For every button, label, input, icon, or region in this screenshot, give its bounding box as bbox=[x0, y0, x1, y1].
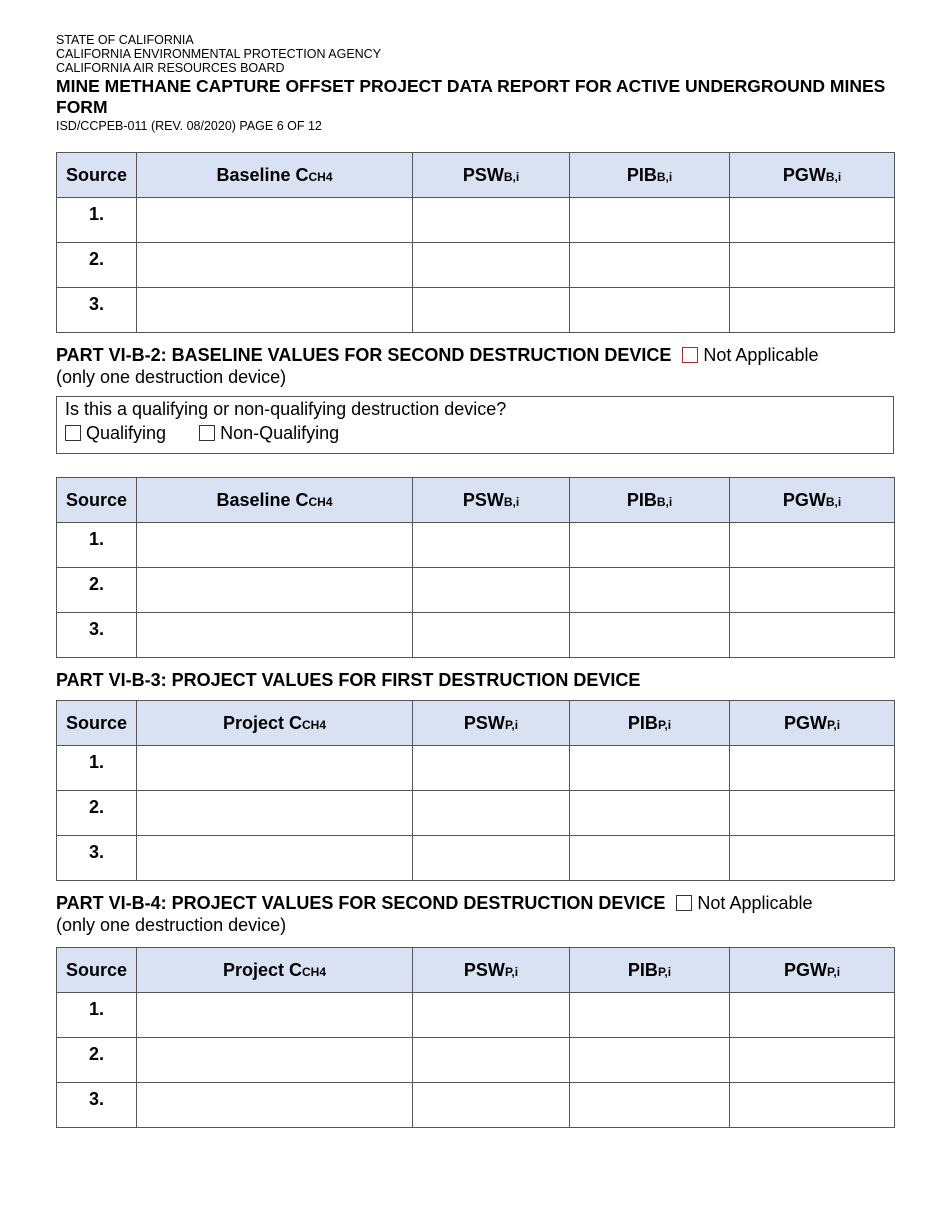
psw-cell[interactable] bbox=[413, 198, 570, 243]
agency-line-calepa: CALIFORNIA ENVIRONMENTAL PROTECTION AGENCY bbox=[56, 47, 382, 61]
row-number: 1. bbox=[57, 746, 137, 791]
qualifying-label: Qualifying bbox=[86, 423, 167, 443]
pib-cell[interactable] bbox=[570, 568, 730, 613]
row-number: 3. bbox=[57, 288, 137, 333]
col-pib: PIBP,i bbox=[570, 948, 730, 993]
table-row bbox=[57, 243, 895, 288]
not-applicable-label: Not Applicable bbox=[697, 893, 813, 913]
not-applicable-label: Not Applicable bbox=[703, 345, 819, 365]
col-pgw: PGWP,i bbox=[730, 701, 895, 746]
table-row bbox=[57, 791, 895, 836]
pib-cell[interactable] bbox=[570, 198, 730, 243]
pib-cell[interactable] bbox=[570, 288, 730, 333]
row-number: 3. bbox=[57, 1083, 137, 1128]
table-row bbox=[57, 1083, 895, 1128]
project-cch4-cell[interactable] bbox=[137, 1083, 413, 1128]
col-pib: PIBB,i bbox=[570, 478, 730, 523]
col-source: Source bbox=[57, 948, 137, 993]
part-title: PART VI-B-4: PROJECT VALUES FOR SECOND DESTRUCTION DEVICE bbox=[56, 893, 666, 913]
table-project-second bbox=[56, 947, 895, 1128]
project-cch4-cell[interactable] bbox=[137, 1038, 413, 1083]
col-pib: PIBB,i bbox=[570, 153, 730, 198]
part-vi-b-3-heading bbox=[56, 669, 896, 691]
psw-cell[interactable] bbox=[413, 568, 570, 613]
psw-cell[interactable] bbox=[413, 523, 570, 568]
psw-cell[interactable] bbox=[413, 791, 570, 836]
row-number: 2. bbox=[57, 1038, 137, 1083]
row-number: 3. bbox=[57, 836, 137, 881]
pgw-cell[interactable] bbox=[730, 836, 895, 881]
non-qualifying-label: Non-Qualifying bbox=[220, 423, 340, 443]
row-number: 1. bbox=[57, 993, 137, 1038]
col-psw: PSWB,i bbox=[413, 478, 570, 523]
table-row bbox=[57, 836, 895, 881]
col-source: Source bbox=[57, 478, 137, 523]
psw-cell[interactable] bbox=[413, 993, 570, 1038]
baseline-cch4-cell[interactable] bbox=[137, 523, 413, 568]
pgw-cell[interactable] bbox=[730, 993, 895, 1038]
qualifying-checkbox[interactable] bbox=[65, 425, 81, 441]
pgw-cell[interactable] bbox=[730, 746, 895, 791]
baseline-cch4-cell[interactable] bbox=[137, 613, 413, 658]
form-header bbox=[56, 33, 896, 134]
agency-line-carb: CALIFORNIA AIR RESOURCES BOARD bbox=[56, 61, 285, 75]
pgw-cell[interactable] bbox=[730, 1083, 895, 1128]
pgw-cell[interactable] bbox=[730, 613, 895, 658]
row-number: 2. bbox=[57, 243, 137, 288]
pib-cell[interactable] bbox=[570, 613, 730, 658]
psw-cell[interactable] bbox=[413, 288, 570, 333]
project-cch4-cell[interactable] bbox=[137, 993, 413, 1038]
table-row bbox=[57, 746, 895, 791]
col-concentration: Project CCH4 bbox=[137, 948, 413, 993]
table-row bbox=[57, 288, 895, 333]
psw-cell[interactable] bbox=[413, 613, 570, 658]
psw-cell[interactable] bbox=[413, 1038, 570, 1083]
pgw-cell[interactable] bbox=[730, 288, 895, 333]
baseline-cch4-cell[interactable] bbox=[137, 288, 413, 333]
col-concentration: Baseline CCH4 bbox=[137, 478, 413, 523]
project-cch4-cell[interactable] bbox=[137, 791, 413, 836]
part-title: PART VI-B-3: PROJECT VALUES FOR FIRST DESTRUCTION DEVICE bbox=[56, 670, 641, 690]
form-title: MINE METHANE CAPTURE OFFSET PROJECT DATA REPORT FOR ACTIVE UNDERGROUND MINES FORM bbox=[56, 76, 886, 117]
part-vi-b-2-heading bbox=[56, 344, 896, 388]
device-type-question: Is this a qualifying or non-qualifying destruction device? bbox=[65, 399, 507, 419]
pgw-cell[interactable] bbox=[730, 198, 895, 243]
pgw-cell[interactable] bbox=[730, 243, 895, 288]
row-number: 3. bbox=[57, 613, 137, 658]
col-pgw: PGWP,i bbox=[730, 948, 895, 993]
pib-cell[interactable] bbox=[570, 523, 730, 568]
table-row bbox=[57, 523, 895, 568]
part-title: PART VI-B-2: BASELINE VALUES FOR SECOND DESTRUCTION DEVICE bbox=[56, 345, 672, 365]
row-number: 2. bbox=[57, 791, 137, 836]
table-row bbox=[57, 993, 895, 1038]
col-pib: PIBP,i bbox=[570, 701, 730, 746]
pgw-cell[interactable] bbox=[730, 791, 895, 836]
row-number: 1. bbox=[57, 198, 137, 243]
project-cch4-cell[interactable] bbox=[137, 836, 413, 881]
col-concentration: Baseline CCH4 bbox=[137, 153, 413, 198]
part-note: (only one destruction device) bbox=[56, 367, 287, 387]
table-project-first bbox=[56, 700, 895, 881]
table-baseline-second bbox=[56, 477, 895, 658]
row-number: 1. bbox=[57, 523, 137, 568]
not-applicable-checkbox[interactable] bbox=[682, 347, 698, 363]
pgw-cell[interactable] bbox=[730, 1038, 895, 1083]
pgw-cell[interactable] bbox=[730, 568, 895, 613]
col-psw: PSWB,i bbox=[413, 153, 570, 198]
baseline-cch4-cell[interactable] bbox=[137, 568, 413, 613]
non-qualifying-checkbox[interactable] bbox=[199, 425, 215, 441]
col-concentration: Project CCH4 bbox=[137, 701, 413, 746]
pib-cell[interactable] bbox=[570, 836, 730, 881]
pib-cell[interactable] bbox=[570, 1038, 730, 1083]
psw-cell[interactable] bbox=[413, 243, 570, 288]
table-row bbox=[57, 198, 895, 243]
baseline-cch4-cell[interactable] bbox=[137, 198, 413, 243]
row-number: 2. bbox=[57, 568, 137, 613]
table-row bbox=[57, 568, 895, 613]
psw-cell[interactable] bbox=[413, 746, 570, 791]
col-psw: PSWP,i bbox=[413, 948, 570, 993]
pib-cell[interactable] bbox=[570, 1083, 730, 1128]
col-source: Source bbox=[57, 153, 137, 198]
part-vi-b-4-heading bbox=[56, 892, 896, 936]
psw-cell[interactable] bbox=[413, 1083, 570, 1128]
table-row bbox=[57, 613, 895, 658]
pib-cell[interactable] bbox=[570, 993, 730, 1038]
table-row bbox=[57, 1038, 895, 1083]
part-note: (only one destruction device) bbox=[56, 915, 287, 935]
pib-cell[interactable] bbox=[570, 243, 730, 288]
baseline-cch4-cell[interactable] bbox=[137, 243, 413, 288]
form-id: ISD/CCPEB-011 (REV. 08/2020) PAGE 6 OF 12 bbox=[56, 119, 322, 133]
pgw-cell[interactable] bbox=[730, 523, 895, 568]
pib-cell[interactable] bbox=[570, 746, 730, 791]
table-baseline-first bbox=[56, 152, 895, 333]
project-cch4-cell[interactable] bbox=[137, 746, 413, 791]
col-pgw: PGWB,i bbox=[730, 153, 895, 198]
agency-line-state: STATE OF CALIFORNIA bbox=[56, 33, 194, 47]
pib-cell[interactable] bbox=[570, 791, 730, 836]
col-source: Source bbox=[57, 701, 137, 746]
psw-cell[interactable] bbox=[413, 836, 570, 881]
col-pgw: PGWB,i bbox=[730, 478, 895, 523]
col-psw: PSWP,i bbox=[413, 701, 570, 746]
not-applicable-checkbox[interactable] bbox=[676, 895, 692, 911]
device-type-box bbox=[56, 396, 894, 454]
